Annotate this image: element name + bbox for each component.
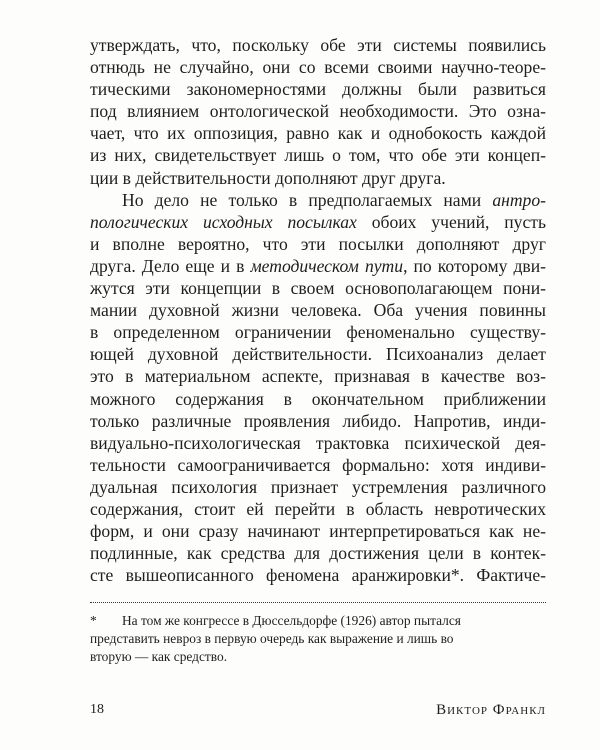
text-line: чает, что их оппозиция, равно как и однобокость каждой xyxy=(90,123,546,144)
text-line: форм, и они сразу начинают интерпретироваться как не- xyxy=(90,521,546,542)
footnote-line: вторую — как средство. xyxy=(90,649,228,664)
text-segment: Но дело не только в предполагаемых нами xyxy=(122,189,493,210)
text-line: под влиянием онтологической необходимости. Это озна- xyxy=(90,101,546,122)
footnote-divider xyxy=(90,602,546,603)
text-line xyxy=(90,211,546,233)
footnote-line: представить невроз в первую очередь как выражение и лишь во xyxy=(90,631,454,646)
footnote-text: На том же конгрессе в Дюссельдорфе (1926) автор пытался xyxy=(122,613,461,628)
text-segment: обоих учений, пусть xyxy=(356,211,546,232)
text-line: мании духовной жизни человека. Оба учения повинны xyxy=(90,300,546,321)
text-line: утверждать, что, поскольку обе эти системы появились xyxy=(90,35,546,55)
text-line: в определенном ограничении феноменально существу- xyxy=(90,322,546,343)
italic-segment: методическом пути xyxy=(250,255,404,276)
text-line: и вполне вероятно, что эти посылки дополняют друг xyxy=(90,233,546,254)
text-line: видуально-психологическая трактовка психической дея- xyxy=(90,432,546,453)
footnote-marker: * xyxy=(90,613,97,628)
page-footer xyxy=(90,702,546,719)
text-line: дуальная психология признает устремления различного xyxy=(90,476,546,497)
text-line: подлинные, как средства для достижения цели в контек- xyxy=(90,543,546,564)
footnote xyxy=(90,612,546,666)
text-line: тическими закономерностями должны были развиться xyxy=(90,79,546,100)
page-number: 18 xyxy=(90,702,104,717)
text-line xyxy=(90,255,546,277)
text-line: можного содержания в окончательном приближении xyxy=(90,388,546,409)
italic-segment: пологических исходных посылках xyxy=(90,211,357,232)
text-line: содержания, стоит ей перейти в область невротических xyxy=(90,498,546,519)
text-line: ющей духовной действительности. Психоанализ делает xyxy=(90,344,546,365)
text-segment: , по которому дви- xyxy=(403,255,546,276)
text-line: это в материальном аспекте, признавая в качестве воз- xyxy=(90,366,546,387)
text-line: только различные проявления либидо. Напротив, инди- xyxy=(90,410,546,431)
text-line: сте вышеописанного феномена аранжировки*. Фактиче- xyxy=(90,565,546,586)
text-segment: друга. Дело еще и в xyxy=(90,255,251,276)
text-line xyxy=(90,189,546,211)
running-author: Виктор Франкл xyxy=(436,702,546,718)
text-line: из них, свидетельствует лишь о том, что обе эти концеп- xyxy=(90,145,546,166)
italic-segment: антро- xyxy=(492,189,546,210)
text-line: ции в действительности дополняют друг друга. xyxy=(90,167,446,188)
main-text xyxy=(90,34,546,586)
text-line: отнюдь не случайно, они со всеми своими научно-теоре- xyxy=(90,57,546,78)
text-line: жутся эти концепции в своем основополагающем пони- xyxy=(90,278,546,299)
footnote-line xyxy=(90,612,546,630)
text-line: тельности самоограничивается формально: хотя индиви- xyxy=(90,454,546,475)
